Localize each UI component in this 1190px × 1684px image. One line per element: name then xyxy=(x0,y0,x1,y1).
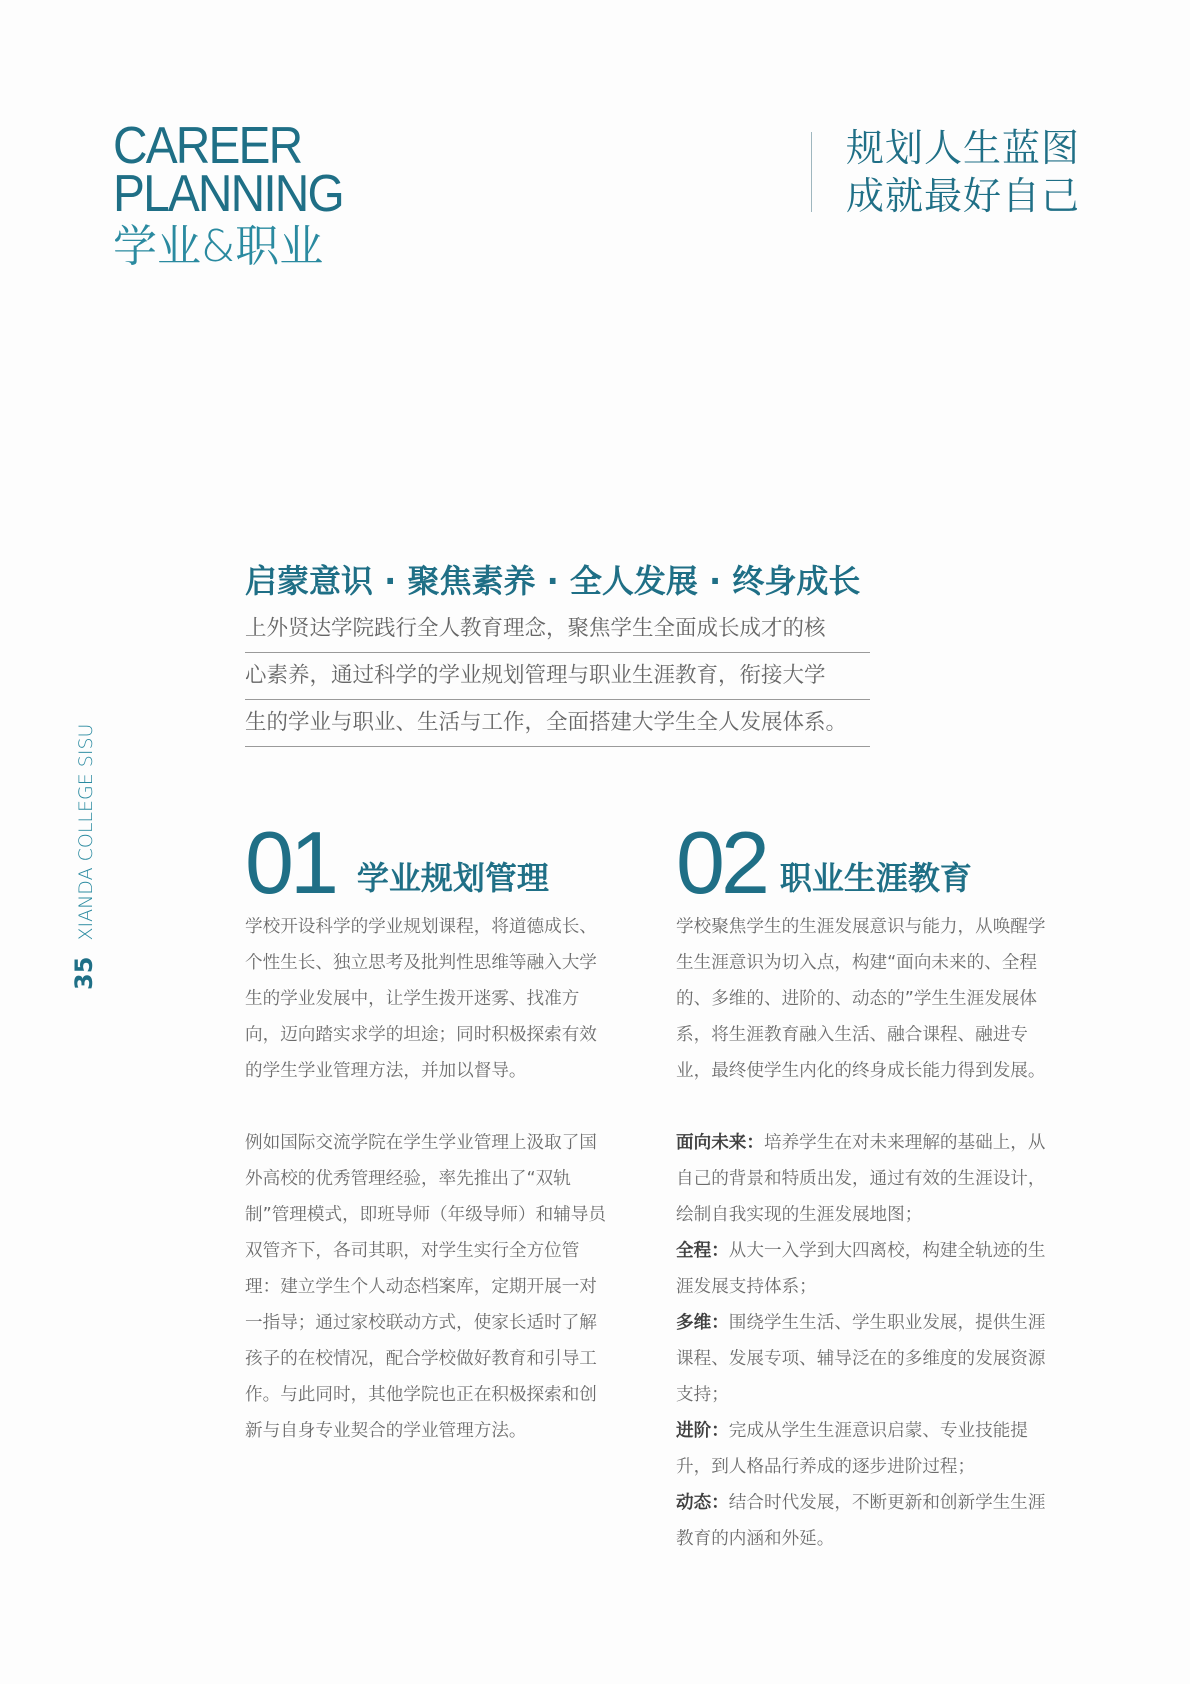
intro-headline: 启蒙意识 · 聚焦素养 · 全人发展 · 终身成长 xyxy=(245,562,861,600)
feature-term: 动态： xyxy=(676,1493,729,1513)
feature-term: 面向未来： xyxy=(676,1133,764,1153)
section-paragraph: 学校开设科学的学业规划课程，将道德成长、个性生长、独立思考及批判性思维等融入大学生的学业发展中，让学生拨开迷雾、找准方向，迈向踏实求学的坦途；同时积极探索有效的学生学业管理方法，并加以督导。 xyxy=(245,917,597,1081)
section-title: 职业生涯教育 xyxy=(779,859,972,897)
feature-text: 结合时代发展，不断更新和创新学生生涯教育的内涵和外延。 xyxy=(676,1493,1046,1549)
feature-text: 从大一入学到大四离校，构建全轨迹的生涯发展支持体系； xyxy=(676,1241,1046,1297)
feature-list xyxy=(676,1125,1056,1557)
slogan xyxy=(846,124,1080,220)
feature-text: 完成从学生生涯意识启蒙、专业技能提升，到人格品行养成的逐步进阶过程； xyxy=(676,1421,1028,1477)
section-title: 学业规划管理 xyxy=(356,859,549,897)
feature-item xyxy=(676,1305,1056,1413)
intro-block xyxy=(245,558,870,747)
slogan-line-2: 成就最好自己 xyxy=(846,174,1081,218)
title-line-planning: PLANNING xyxy=(113,165,343,223)
section-heading xyxy=(676,813,1056,912)
title-english xyxy=(113,117,363,223)
college-name: XIANDA COLLEGE SISU xyxy=(75,723,97,941)
section-number: 01 xyxy=(245,813,335,912)
section-career-education xyxy=(676,815,1056,1557)
feature-item xyxy=(676,1413,1056,1485)
title-line-career: CAREER xyxy=(113,117,302,175)
intro-line: 生的学业与职业、生活与工作，全面搭建大学生全人发展体系。 xyxy=(245,700,870,747)
page-number: 35 xyxy=(70,956,98,990)
vertical-divider xyxy=(811,132,812,212)
feature-item xyxy=(676,1125,1056,1233)
feature-term: 多维： xyxy=(676,1313,729,1333)
feature-term: 全程： xyxy=(676,1241,729,1261)
feature-item xyxy=(676,1233,1056,1305)
feature-term: 进阶： xyxy=(676,1421,729,1441)
slogan-line-1: 规划人生蓝图 xyxy=(846,126,1081,170)
title-chinese: 学业&职业 xyxy=(113,221,324,272)
side-label xyxy=(70,724,98,990)
intro-line: 心素养，通过科学的学业规划管理与职业生涯教育，衔接大学 xyxy=(245,653,870,700)
intro-line: 上外贤达学院践行全人教育理念，聚焦学生全面成长成才的核 xyxy=(245,606,870,653)
section-academic-planning xyxy=(245,815,610,1449)
feature-text: 培养学生在对未来理解的基础上，从自己的背景和特质出发，通过有效的生涯设计，绘制自我实现的生涯发展地图； xyxy=(676,1133,1046,1225)
section-paragraph: 学校聚焦学生的生涯发展意识与能力，从唤醒学生生涯意识为切入点，构建“面向未来的、全程的、多维的、进阶的、动态的”学生生涯发展体系，将生涯教育融入生活、融合课程、融进专业，最终使学生内化的终身成长能力得到发展。 xyxy=(676,917,1046,1081)
section-number: 02 xyxy=(676,813,766,912)
feature-text: 围绕学生生活、学生职业发展，提供生涯课程、发展专项、辅导泛在的多维度的发展资源支持； xyxy=(676,1313,1046,1405)
feature-item xyxy=(676,1485,1056,1557)
section-heading xyxy=(245,813,610,912)
section-paragraph: 例如国际交流学院在学生学业管理上汲取了国外高校的优秀管理经验，率先推出了“双轨制”管理模式，即班导师（年级导师）和辅导员双管齐下，各司其职，对学生实行全方位管理：建立学生个人动态档案库，定期开展一对一指导；通过家校联动方式，使家长适时了解孩子的在校情况，配合学校做好教育和引导工作。与此同时，其他学院也正在积极探索和创新与自身专业契合的学业管理方法。 xyxy=(245,1133,606,1441)
